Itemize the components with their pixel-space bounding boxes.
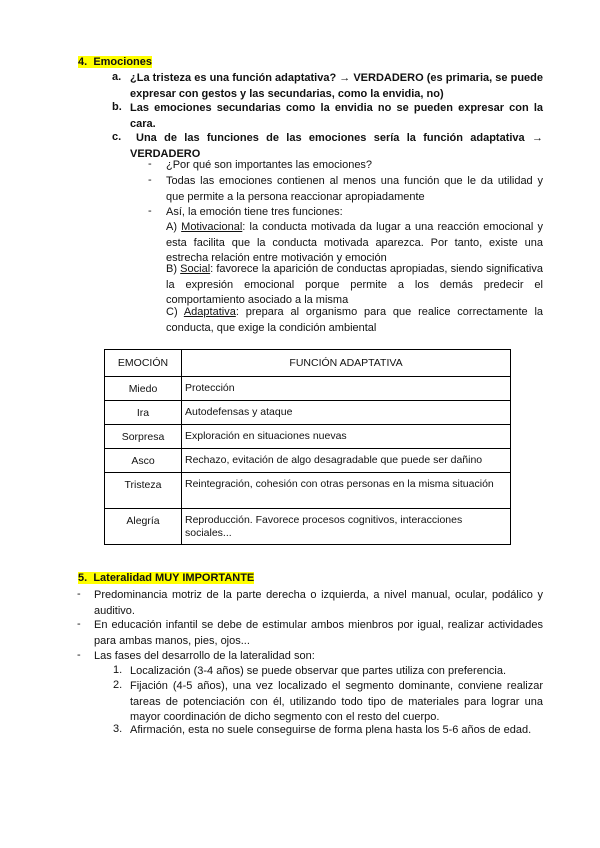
section-5-title: Lateralidad MUY IMPORTANTE [93,572,255,584]
phase-affirmation: Afirmación, esta no suele conseguirse de forma plena hasta los 5-6 años de edad. [130,724,532,736]
table-row: Miedo Protección [105,377,511,401]
table-row: Ira Autodefensas y ataque [105,401,511,425]
section-4-number: 4. [78,56,88,68]
table-row: Sorpresa Exploración en situaciones nuevas [105,425,511,449]
document-page: 4. Emociones a. ¿La tristeza es una función adaptativa? → VERDADERO (es primaria, se puede expresar con gestos y las secundarias, como la envidia, no) b. Las emociones secundarias como la envidia no se pueden expresar con la cara. c. Una de las funciones de las emociones sería la función adaptativa → VERDADERO - ¿Por qué son importantes las emociones? - Todas las emociones contienen al menos una función que le da utilidad y que permite a la persona reaccionar apropiadamente - Así, la emoción tiene tres funciones: A) Motivacional: la conducta motivada da lugar a una reacción emocional y esta facilita que la conducta motivada aparezca. Por tanto, existe una estrecha relación entre motivación y emoción B) Social: favorece la aparición de conductas apropiadas, siendo significativa la expresión emocional porque permite a los demás predecir el comportamiento asociado a la misma C) Adaptativa: prepara al organismo para que realice correctamente la conducta, que exige la condición ambiental EMOCIÓN FUNCIÓN ADAPTATIVA Miedo Protección Ira Autodefensas y ataque Sorpresa Exploración en situaciones nuevas Asco Rechazo, evitación de algo desagradable que puede ser dañino Tristeza Reintegración, cohesión con otras personas en la misma situación Alegría Reproducción. Favorece procesos cognitivos, interacciones sociales... 5. Lateralidad MUY IMPORTANTE - Predominancia motriz de la parte derecha o izquierda, a nivel manual, ocular, podálico y auditivo. - En educación infantil se debe de estimular ambos mienbros por igual, realizar actividades para ambas manos, pies, ojos... - Las fases del desarrollo de la lateralidad son: 1. Localización (3-4 años) se puede observar que partes utiliza con preferencia. 2. Fijación (4-5 años), una vez localizado el segmento dominante, conviene realizar tareas de potenciación con él, utilizando todo tipo de materiales para lograr una mayor coordinación de dicho segmento con el resto del cuerpo. 3. Afirmación, esta no suele conseguirse de forma plena hasta los 5-6 años de edad. [0,0,600,848]
term-motivational: Motivacional [181,221,243,233]
section-4-title: Emociones [93,56,152,68]
item-c-text: Una de las funciones de las emociones sería la función adaptativa → VERDADERO [130,132,543,160]
laterality-definition: Predominancia motriz de la parte derecha o izquierda, a nivel manual, ocular, podálico y auditivo. [94,589,543,617]
bullet-three-functions: Así, la emoción tiene tres funciones: [166,206,343,218]
laterality-stimulation: En educación infantil se debe de estimular ambos mienbros por igual, realizar actividades para ambas manos, pies, ojos... [94,619,543,647]
item-a-marker: a. [112,71,122,83]
section-4-heading [78,56,152,68]
item-a-text: ¿La tristeza es una función adaptativa? → VERDADERO (es primaria, se puede expresar con gestos y las secundarias, como la envidia, no) [130,72,543,100]
table-row: Asco Rechazo, evitación de algo desagradable que puede ser dañino [105,449,511,473]
bullet-importance: ¿Por qué son importantes las emociones? [166,159,373,171]
function-adaptive: C) Adaptativa: prepara al organismo para que realice correctamente la conducta, que exige la condición ambiental [166,306,544,334]
term-adaptive: Adaptativa [183,306,236,318]
emotions-table [104,349,511,545]
table-row: Tristeza Reintegración, cohesión con otras personas en la misma situación [105,473,511,509]
table-row: Alegría Reproducción. Favorece procesos cognitivos, interacciones sociales... [105,509,511,545]
header-function: FUNCIÓN ADAPTATIVA [182,350,511,377]
table-header-row [105,350,511,377]
term-social: Social [180,263,211,275]
phase-localization: Localización (3-4 años) se puede observar que partes utiliza con preferencia. [130,665,507,677]
item-c-marker: c. [112,131,122,143]
section-5-heading [78,572,254,584]
function-social: B) Social: favorece la aparición de conductas apropiadas, siendo significativa la expresión emocional porque permite a los demás predecir el comportamiento asociado a la misma [166,263,543,306]
header-emotion: EMOCIÓN [105,350,182,377]
laterality-phases-intro: Las fases del desarrollo de la lateralidad son: [94,650,315,662]
item-b-text: Las emociones secundarias como la envidia no se pueden expresar con la cara. [130,102,543,130]
section-5-number: 5. [78,572,88,584]
item-b-marker: b. [112,101,122,113]
phase-fixation: Fijación (4-5 años), una vez localizado el segmento dominante, conviene realizar tareas de potenciación con él, utilizando todo tipo de materiales para lograr una mayor coordinación de dicho segmento con el resto del cuerpo. [130,680,543,723]
bullet-function: Todas las emociones contienen al menos una función que le da utilidad y que permite a la persona reaccionar apropiadamente [166,175,543,203]
function-motivational: A) Motivacional: la conducta motivada da lugar a una reacción emocional y esta facilita que la conducta motivada aparezca. Por tanto, existe una estrecha relación entre motivación y emoción [166,221,544,264]
